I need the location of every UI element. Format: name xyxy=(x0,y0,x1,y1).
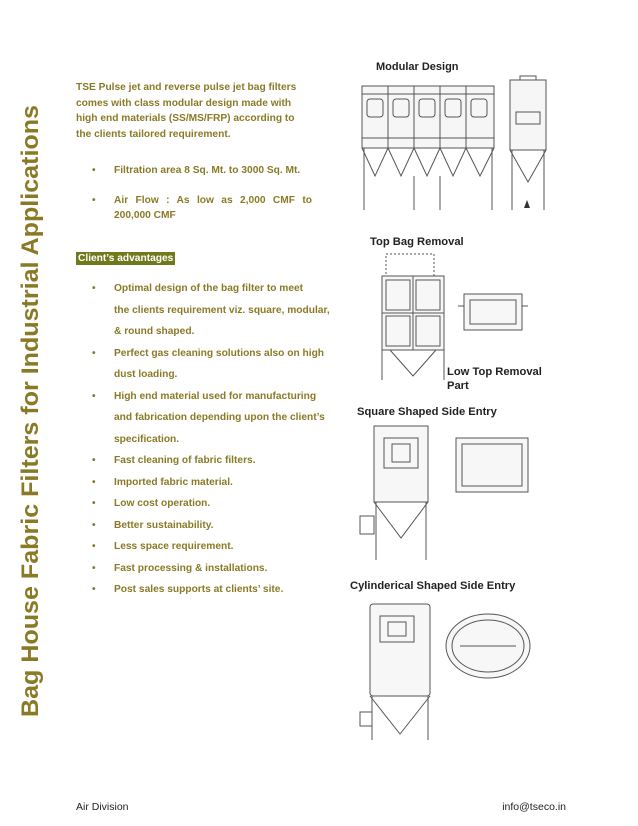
advantage-item: • Perfect gas cleaning solutions also on high xyxy=(76,343,336,365)
advantage-item: • Post sales supports at clients’ site. xyxy=(76,579,336,601)
modular-design-drawing xyxy=(356,72,556,220)
footer-email: info@tseco.in xyxy=(502,801,566,813)
advantage-item-continuation: and fabrication depending upon the client’s xyxy=(114,412,325,423)
advantage-item-continuation: dust loading. xyxy=(114,369,178,380)
figure-label-modular: Modular Design xyxy=(376,61,459,73)
vertical-title-text: Bag House Fabric Filters for Industrial Applications xyxy=(17,118,44,717)
figure-label-top-bag: Top Bag Removal xyxy=(370,236,464,248)
figure-label-cylindrical: Cylinderical Shaped Side Entry xyxy=(350,580,516,592)
spec-air-flow: • Air Flow : As low as 2,000 CMF to 200,000 CMF xyxy=(76,193,312,224)
advantage-item-continuation: & round shaped. xyxy=(114,326,195,337)
specs-list xyxy=(76,163,312,238)
square-side-entry-drawing xyxy=(356,420,546,570)
advantages-list xyxy=(76,278,336,601)
vertical-document-title xyxy=(4,100,48,722)
spec-filtration-area: • Filtration area 8 Sq. Mt. to 3000 Sq. Mt. xyxy=(76,163,312,179)
cylindrical-side-entry-drawing xyxy=(356,594,546,744)
advantage-item: • Fast cleaning of fabric filters. xyxy=(76,450,336,472)
top-bag-removal-drawing xyxy=(376,250,536,392)
figure-label-low-top: Low Top Removal xyxy=(447,366,542,378)
advantage-item-continuation: specification. xyxy=(114,433,180,445)
figure-label-low-top-part: Part xyxy=(447,380,469,392)
advantage-item: • Low cost operation. xyxy=(76,493,336,515)
advantage-item: • Less space requirement. xyxy=(76,536,336,558)
advantage-item: • Imported fabric material. xyxy=(76,472,336,494)
advantage-item: • Better sustainability. xyxy=(76,515,336,537)
advantage-item-continuation: the clients requirement viz. square, modular, xyxy=(114,304,330,316)
advantage-item: • Optimal design of the bag filter to meet xyxy=(76,278,336,300)
footer-division: Air Division xyxy=(76,801,129,813)
intro-paragraph: TSE Pulse jet and reverse pulse jet bag filters comes with class modular design made with high end materials (SS/MS/FRP) according to the clients tailored requirement. xyxy=(76,82,297,140)
advantage-item: • Fast processing & installations. xyxy=(76,558,336,580)
advantages-heading: Client’s advantages xyxy=(78,253,174,264)
figure-label-square: Square Shaped Side Entry xyxy=(357,406,497,418)
advantage-item: • High end material used for manufacturing xyxy=(76,386,336,408)
